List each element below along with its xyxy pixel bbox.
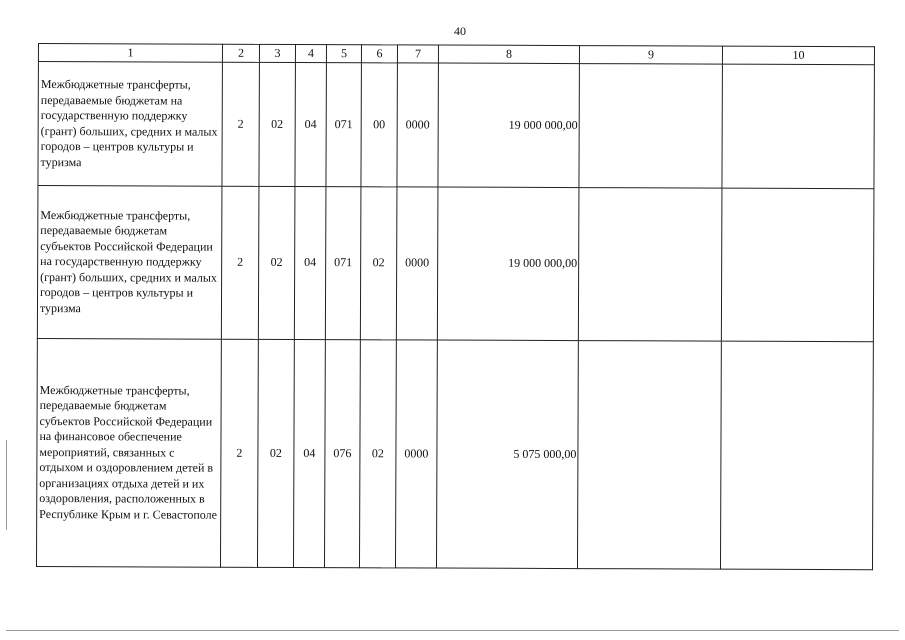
code-cell: 2: [222, 62, 259, 186]
code-cell: 02: [359, 340, 396, 568]
row-description: Межбюджетные трансферты, передаваемые бюджетам субъектов Российской Федерации на финансовое обеспечение мероприятий, связанных с отдыхом и оздоровлением детей в организациях отдыха детей и их оздоровления, расположенных в Республике Крым и г. Севастополе: [36, 338, 221, 567]
column-header: 10: [722, 46, 874, 65]
empty-cell: [722, 64, 874, 189]
scan-edge-line: [6, 440, 7, 530]
code-cell: 2: [221, 186, 259, 339]
code-cell: 0000: [397, 63, 438, 187]
amount-cell: 19 000 000,00: [437, 187, 579, 341]
column-header: 5: [326, 45, 361, 63]
code-cell: 076: [324, 340, 360, 568]
code-cell: 071: [326, 63, 361, 187]
column-header: 3: [259, 44, 295, 62]
scan-bottom-line: [6, 630, 899, 631]
amount-cell: 19 000 000,00: [438, 63, 579, 188]
code-cell: 04: [295, 62, 326, 186]
table-row: [38, 62, 874, 189]
page-number: 40: [454, 24, 466, 38]
budget-table: [36, 43, 875, 570]
code-cell: 00: [361, 63, 397, 187]
code-cell: 0000: [395, 340, 437, 568]
column-header: 4: [295, 44, 326, 62]
empty-cell: [720, 341, 873, 570]
column-header: 6: [361, 45, 397, 63]
code-cell: 0000: [396, 187, 438, 340]
code-cell: 04: [294, 186, 326, 339]
code-cell: 04: [293, 339, 325, 567]
code-cell: 02: [259, 62, 295, 186]
empty-cell: [578, 188, 722, 342]
empty-cell: [579, 64, 722, 189]
row-description: Межбюджетные трансферты, передаваемые бюджетам субъектов Российской Федерации на государственную поддержку (грант) больших, средних и малых городов – центров культуры и туризма: [37, 186, 222, 340]
row-description: Межбюджетные трансферты, передаваемые бюджетам на государственную поддержку (грант) больших, средних и малых городов – центров культуры и туризма: [38, 62, 222, 187]
amount-cell: 5 075 000,00: [436, 340, 578, 569]
code-cell: 2: [220, 339, 258, 567]
column-header: 2: [222, 44, 259, 62]
column-header: 9: [579, 46, 722, 65]
column-header: 1: [38, 44, 222, 63]
column-header: 7: [397, 45, 438, 63]
empty-cell: [721, 188, 874, 342]
budget-table-container: [36, 43, 874, 570]
column-header: 8: [438, 45, 579, 64]
code-cell: 02: [257, 339, 294, 567]
table-row: [37, 186, 874, 342]
code-cell: 071: [325, 187, 361, 340]
empty-cell: [577, 341, 721, 570]
table-row: [36, 338, 873, 569]
code-cell: 02: [360, 187, 397, 340]
code-cell: 02: [258, 186, 295, 339]
